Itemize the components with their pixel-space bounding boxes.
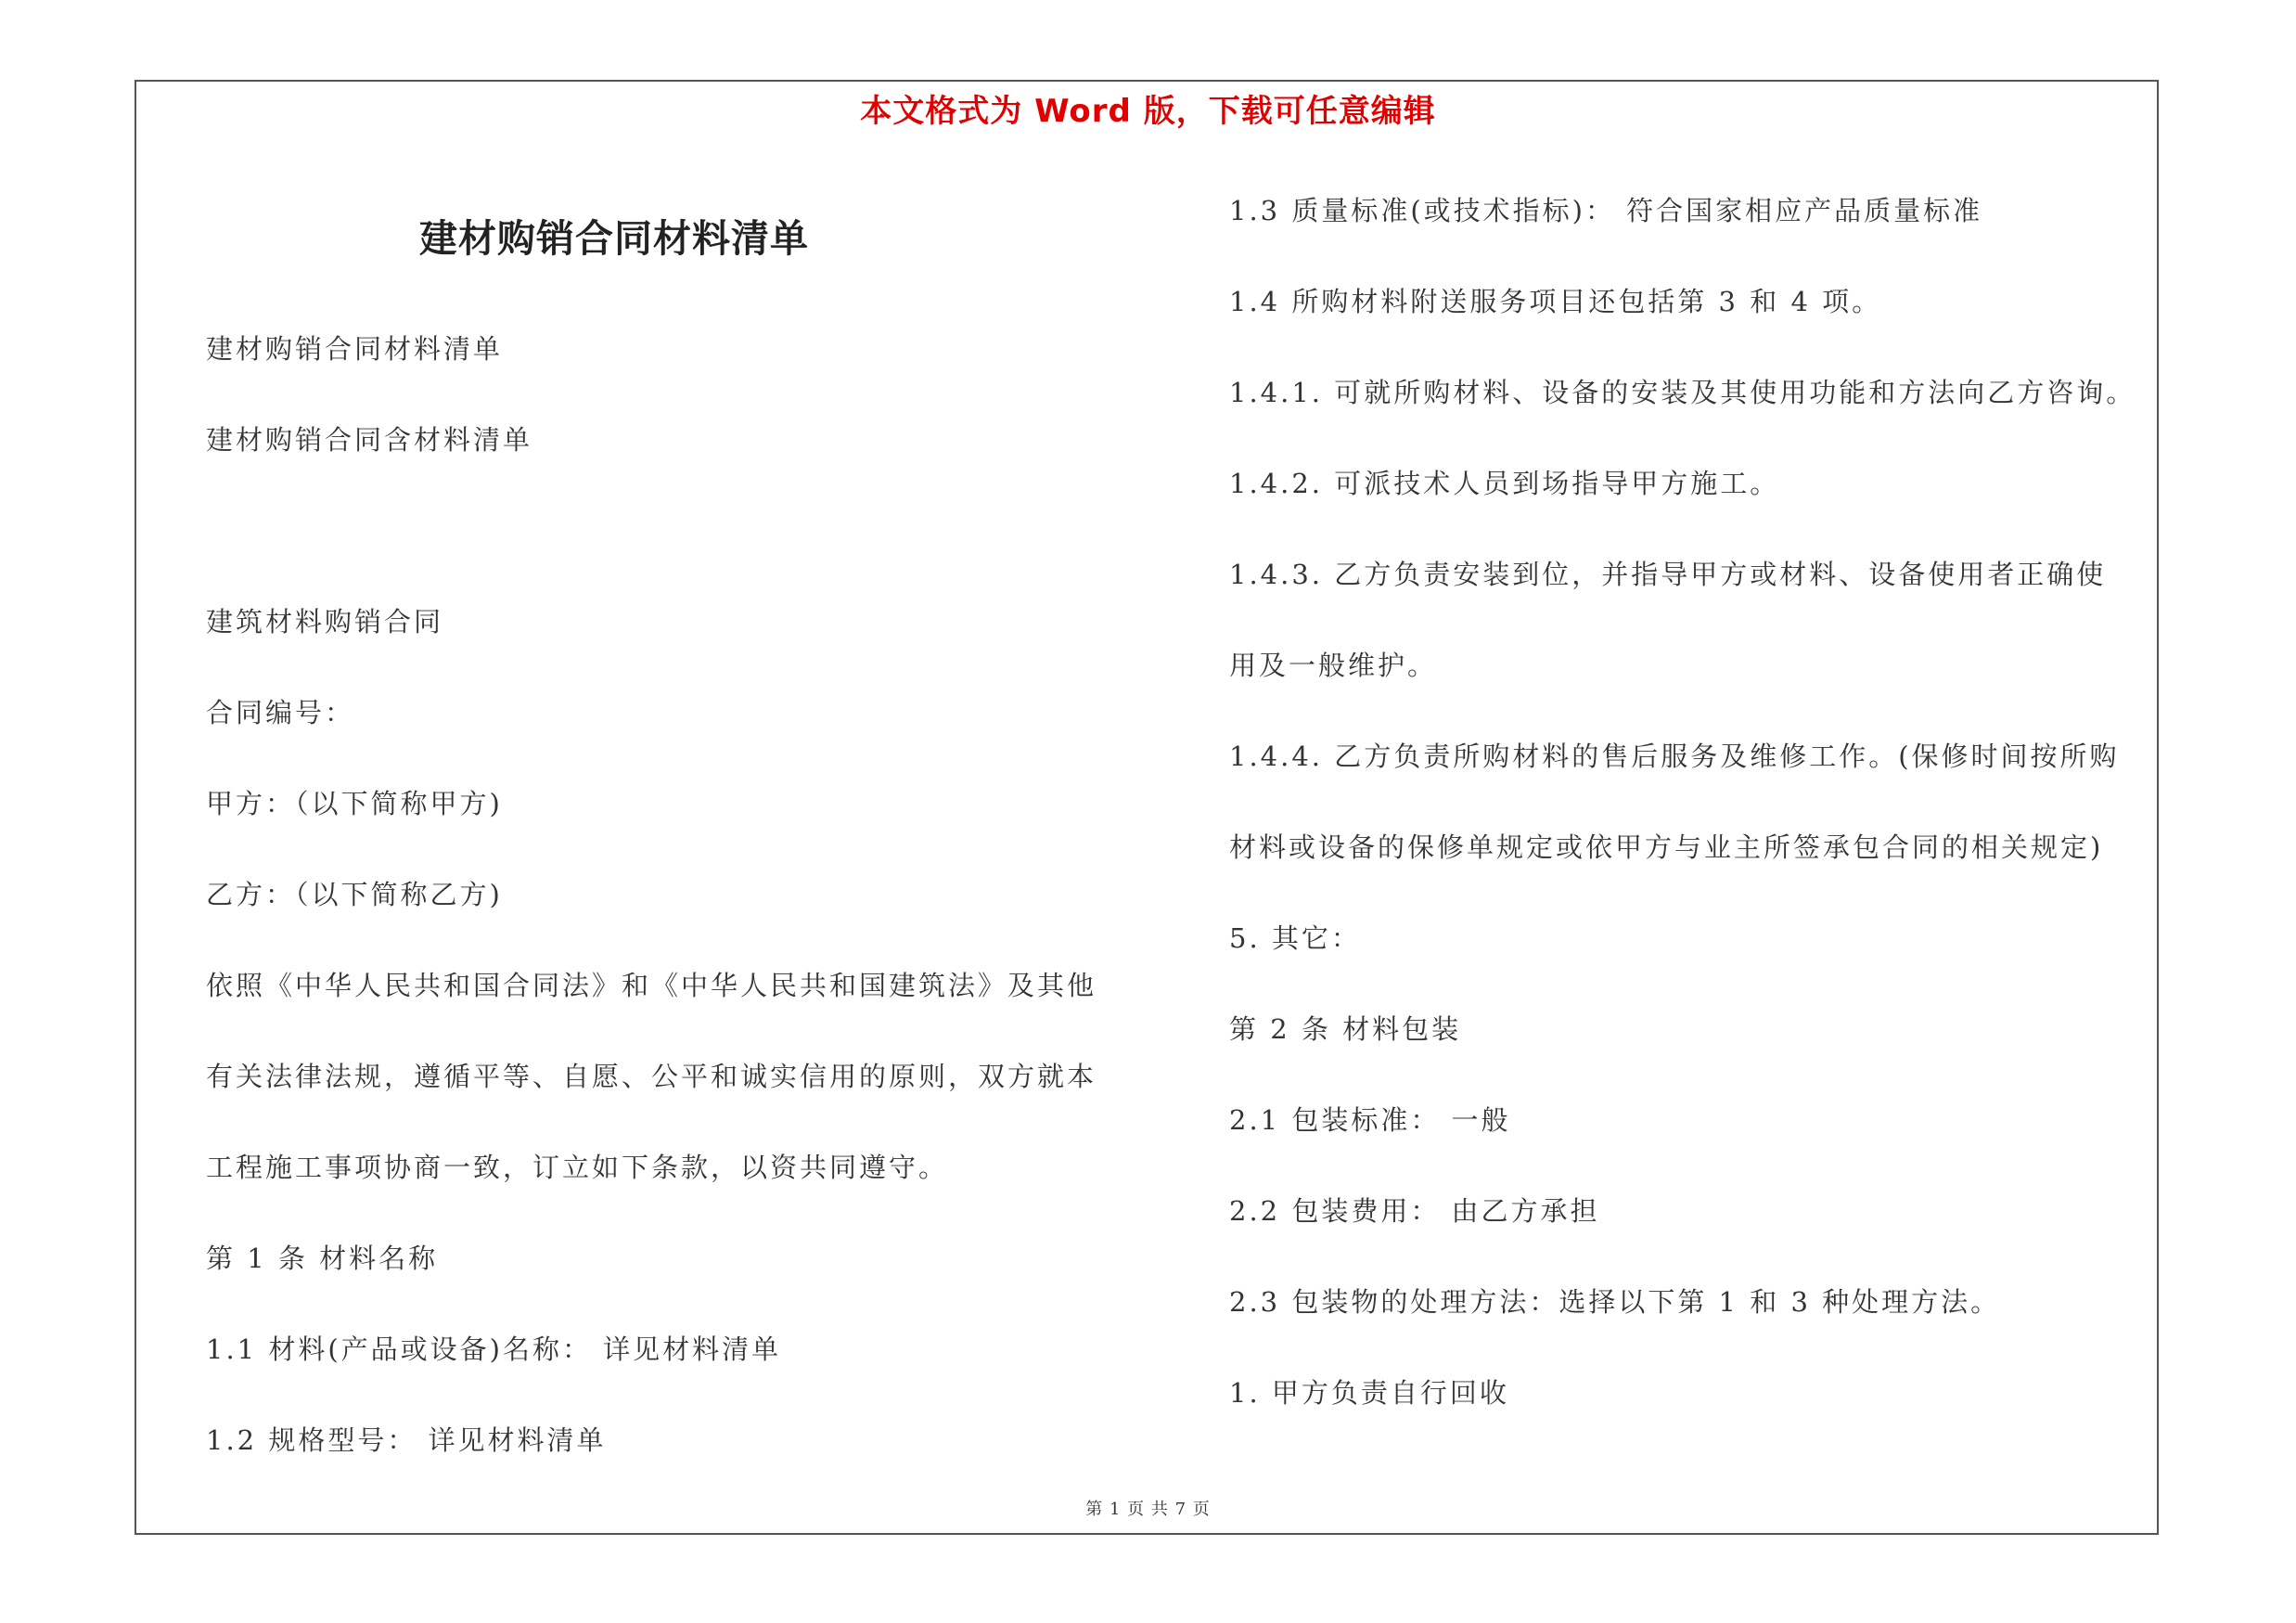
left-line: 建筑材料购销合同 — [206, 606, 444, 638]
left-line: 1.2 规格型号： 详见材料清单 — [206, 1424, 607, 1456]
right-line: 2.1 包装标准： 一般 — [1229, 1104, 1511, 1136]
right-line: 材料或设备的保修单规定或依甲方与业主所签承包合同的相关规定) — [1229, 831, 2104, 863]
right-line: 1.4.2. 可派技术人员到场指导甲方施工。 — [1229, 468, 1780, 499]
right-line: 2.2 包装费用： 由乙方承担 — [1229, 1195, 1600, 1227]
right-line: 2.3 包装物的处理方法：选择以下第 1 和 3 种处理方法。 — [1229, 1286, 2001, 1318]
left-line: 合同编号： — [206, 697, 355, 728]
left-line: 乙方：（以下简称乙方) — [206, 879, 503, 910]
left-text-column — [206, 303, 1143, 1486]
left-line: 工程施工事项协商一致，订立如下条款，以资共同遵守。 — [206, 1152, 949, 1183]
left-line: 建材购销合同材料清单 — [206, 333, 504, 365]
right-line: 1. 甲方负责自行回收 — [1229, 1377, 1509, 1409]
right-line: 1.3 质量标准(或技术指标)： 符合国家相应产品质量标准 — [1229, 195, 1983, 226]
left-line: 1.1 材料(产品或设备)名称： 详见材料清单 — [206, 1333, 782, 1365]
left-line: 建材购销合同含材料清单 — [206, 424, 533, 456]
left-line-blank — [206, 485, 1143, 576]
page-number-footer: 第 1 页 共 7 页 — [1085, 1500, 1211, 1519]
left-line: 依照《中华人民共和国合同法》和《中华人民共和国建筑法》及其他 — [206, 970, 1097, 1001]
right-line: 1.4 所购材料附送服务项目还包括第 3 和 4 项。 — [1229, 286, 1882, 317]
left-line: 有关法律法规，遵循平等、自愿、公平和诚实信用的原则，双方就本 — [206, 1061, 1097, 1092]
left-line: 甲方：（以下简称甲方) — [206, 788, 503, 819]
editable-word-banner: 本文格式为 Word 版，下载可任意编辑 — [860, 93, 1436, 130]
right-line: 1.4.4. 乙方负责所购材料的售后服务及维修工作。(保修时间按所购 — [1229, 741, 2120, 772]
right-line: 用及一般维护。 — [1229, 650, 1438, 681]
right-line: 1.4.1. 可就所购材料、设备的安装及其使用功能和方法向乙方咨询。 — [1229, 377, 2136, 408]
left-line: 第 1 条 材料名称 — [206, 1243, 439, 1274]
document-title: 建材购销合同材料清单 — [419, 216, 809, 261]
right-text-column — [1229, 165, 2166, 1438]
right-line: 第 2 条 材料包装 — [1229, 1013, 1462, 1045]
right-line: 1.4.3. 乙方负责安装到位，并指导甲方或材料、设备使用者正确使 — [1229, 559, 2107, 590]
right-line: 5. 其它： — [1229, 922, 1361, 954]
